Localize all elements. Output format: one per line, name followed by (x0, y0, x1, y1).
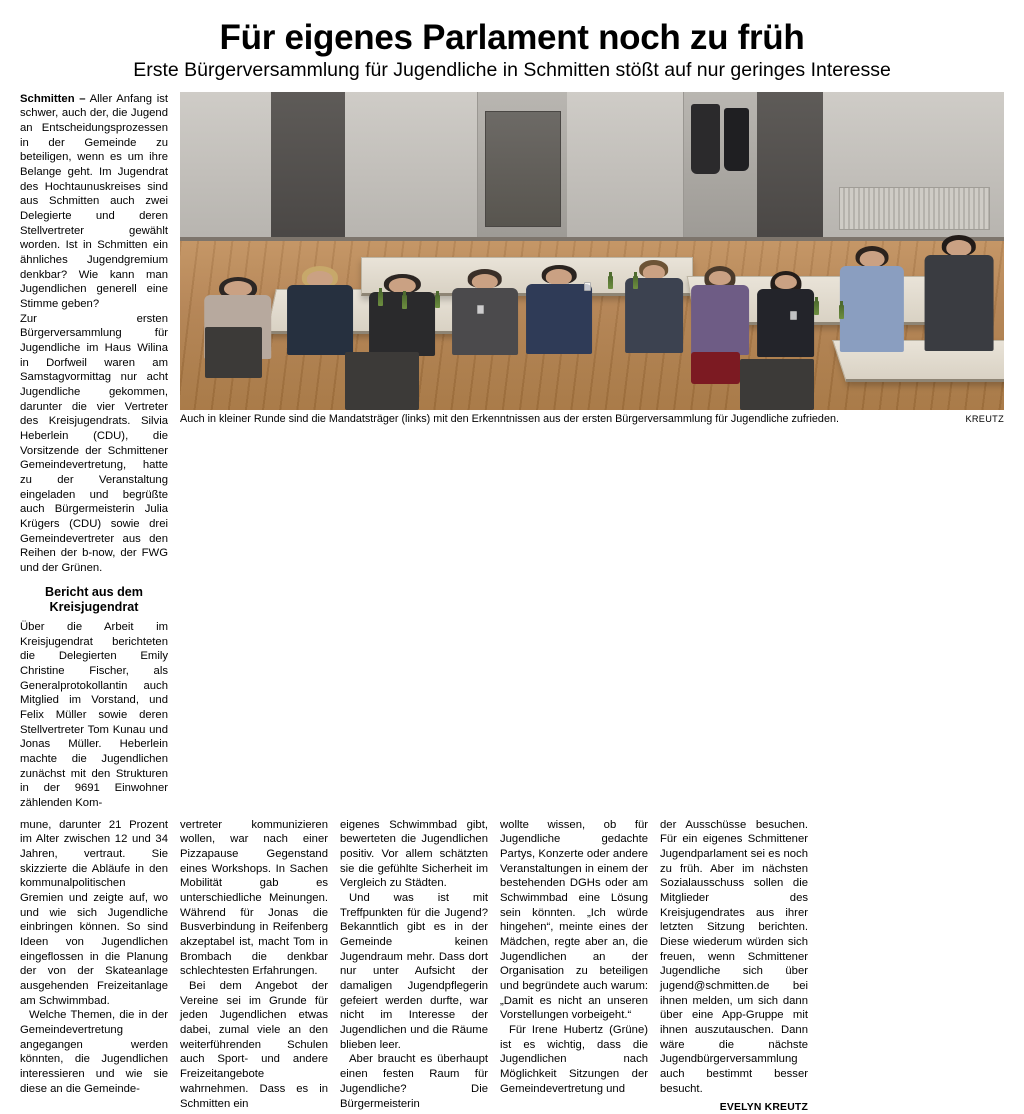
photo-bottle-4 (608, 276, 613, 289)
photo-coat-1 (691, 104, 720, 174)
photo-glass-1 (477, 305, 484, 314)
photo-red-bag (691, 352, 740, 384)
article-column-1 (20, 92, 168, 811)
article-column-4 (340, 818, 488, 1114)
photo-bottle-2 (402, 295, 407, 309)
article-lower-columns (20, 818, 1004, 1114)
article-subheadline: Erste Bürgerversammlung für Jugendliche in Schmitten stößt auf nur geringes Interesse (20, 59, 1004, 81)
photo-bottle-5 (633, 276, 638, 289)
paragraph-col3-a: vertreter kommunizieren wollen, war nach einer Pizzapause Gegenstand eines Workshops. In Sachen Mobilität gab es unterschiedliche Meinungen. Während für Jonas die Busverbindung in Reifenberg akzeptabel ist, macht Tom in Brombach die denkbar schlechtesten Erfahrungen. (180, 818, 328, 979)
photo-bottle-3 (435, 295, 440, 308)
photo-coat-2 (724, 108, 749, 172)
paragraph-col2-a: mune, darunter 21 Prozent im Alter zwischen 12 und 34 Jahren, vertraut. Sie skizzierte die Abläufe in den kommunalpolitischen Gremien und zeigte auf, wo und wie sich Jugendliche einbringen können. So sind Ideen von Jugendlichen eingeflossen in die Planung der von der Skateanlage ausgehenden Freizeitanlage am Schwimmbad. (20, 818, 168, 1009)
photo-chair-2 (345, 352, 419, 409)
meeting-room-photo (180, 92, 1004, 410)
article-byline: EVELYN KREUTZ (660, 1101, 808, 1114)
photo-wall-panel-left (180, 92, 272, 241)
photo-chair-3 (740, 359, 814, 410)
photo-person-6 (617, 260, 691, 409)
photo-wall-dark-left (271, 92, 345, 241)
photo-credit: KREUTZ (965, 414, 1004, 424)
photo-chair-1 (205, 327, 263, 378)
photo-person-10 (913, 232, 1004, 410)
photo-glass-2 (584, 282, 591, 291)
article-column-3 (180, 818, 328, 1114)
paragraph-col4-c: Aber braucht es überhaupt einen festen Raum für Jugendliche? Die Bürgermeisterin (340, 1052, 488, 1111)
article-subheading: Bericht aus dem Kreisjugendrat (20, 585, 168, 615)
paragraph-col3-b: Bei dem Angebot der Vereine sei im Grunde für jeden Jugendlichen etwas dabei, zumal viele an den weiterführenden Schulen auch Sport- und andere Freizeitangebote wahrnehmen. Dass es in Schmitten ein (180, 979, 328, 1111)
photo-wall-dark-right (757, 92, 823, 241)
dateline: Schmitten – (20, 93, 86, 105)
paragraph-col5-a: wollte wissen, ob für Jugendliche gedachte Partys, Konzerte oder andere Veranstaltungen in einem der bestehenden DGHs oder am Schwimmbad eine Lösung sein könnten. „Ich würde hingehen“, meinte eines der Mädchen, regte aber an, die Jugendlichen an der Organisation zu beteiligen und begründete auch warum: „Damit es nicht an unseren Vorstellungen vorbeigeht.“ (500, 818, 648, 1023)
paragraph-col5-b: Für Irene Hubertz (Grüne) ist es wichtig, dass die Jugendlichen nach Möglichkeit Sitzungen der Gemeindevertretung und (500, 1023, 648, 1096)
article-paragraph-2: Zur ersten Bürgerversammlung für Jugendliche im Haus Wilina in Dorfweil waren am Samstagvormittag nur acht Jugendliche gekommen, darunter die vier Vertreter des Kreisjugendrats. Silvia Heberlein (CDU), die Vorsitzende der Schmittener Gemeindevertretung, hatte zu der Veranstaltung eingeladen und begrüßte auch Bürgermeisterin Julia Krügers (CDU) sowie drei Gemeindevertreter aus den Reihen der b-now, der FWG und der Grünen. (20, 312, 168, 576)
photo-bottle-7 (839, 305, 844, 319)
paragraph-col6-a: der Ausschüsse besuchen. Für ein eigenes Schmittener Jugendparlament sei es noch zu früh. Aber im nächsten Sozialausschuss sollen die Mitglieder des Kreisjugendrates aus ihrer letzten Sitzung berichten. Diese wiederum würden sich freuen, wenn Schmittener Jugendliche sich über jugend@schmitten.de bei ihnen melden, um sich dann über eine App-Gruppe mit ihnen auszutauschen. Dann wäre die nächste Jugendbürgerversammlung auch bestimmt besser besucht. (660, 818, 808, 1097)
article-column-2 (20, 818, 168, 1114)
photo-glass-3 (790, 311, 797, 320)
article-paragraph-3: Über die Arbeit im Kreisjugendrat berichteten die Delegierten Emily Christine Fischer, als Generalprotokollantin auch Mitglied im Vorstand, und Felix Müller sowie deren Stellvertreter Tom Kunau und Jonas Müller. Heberlein machte die Jugendlichen zunächst mit den Strukturen in der 9691 Einwohner zählenden Kom- (20, 620, 168, 811)
paragraph-col2-b: Welche Themen, die in der Gemeindevertretung angegangen werden könnten, die Jugendlichen interessieren und wie sie diese an die Gemeinde- (20, 1008, 168, 1096)
photo-door (485, 111, 561, 227)
photo-bottle-1 (378, 292, 383, 306)
photo-bottle-6 (814, 301, 819, 315)
photo-caption-text: Auch in kleiner Runde sind die Mandatsträger (links) mit den Erkenntnissen aus der ersten Bürgerversammlung für Jugendliche zufrieden. (180, 413, 839, 425)
lead-text: Aller Anfang ist schwer, auch der, die Jugend an Entscheidungsprozessen in der Gemeinde zu beteiligen, wenn es um ihre Belange geht. Im Jugendrat des Hochtaunuskreises sind aus Schmitten auch zwei Delegierte und deren Stellvertreter gewählt worden. Ist in Schmitten ein ähnliches Jugendgremium denkbar? Wie kann man Jugendlichen generell eine Stimme geben? (20, 93, 168, 310)
paragraph-col4-a: eigenes Schwimmbad gibt, bewerteten die Jugendlichen positiv. Vor allem schätzten sie die gefühlte Sicherheit im Vergleich zu Städten. (340, 818, 488, 891)
article-column-5 (500, 818, 648, 1114)
photo-person-9 (831, 244, 913, 409)
photo-person-4 (444, 267, 526, 410)
photo-caption-row (180, 410, 1004, 425)
page-title: Für eigenes Parlament noch zu früh (20, 18, 1004, 57)
photo-radiator (839, 187, 989, 230)
photo-wall-panel-mid (345, 92, 478, 241)
paragraph-col4-b: Und was ist mit Treffpunkten für die Jugend? Bekanntlich gibt es in der Gemeinde keinen Jugendraum mehr. Dass dort nur unter Aufsicht der damaligen Jugendpflegerin gefeiert werden durfte, war nicht im Interesse der Jugendlichen und die Räume blieben leer. (340, 891, 488, 1052)
photo-wall-panel-right (567, 92, 683, 241)
article-column-6 (660, 818, 808, 1114)
article-photo-block (180, 92, 1004, 425)
article-lead-paragraph (20, 92, 168, 312)
article-upper-region (20, 92, 1004, 811)
